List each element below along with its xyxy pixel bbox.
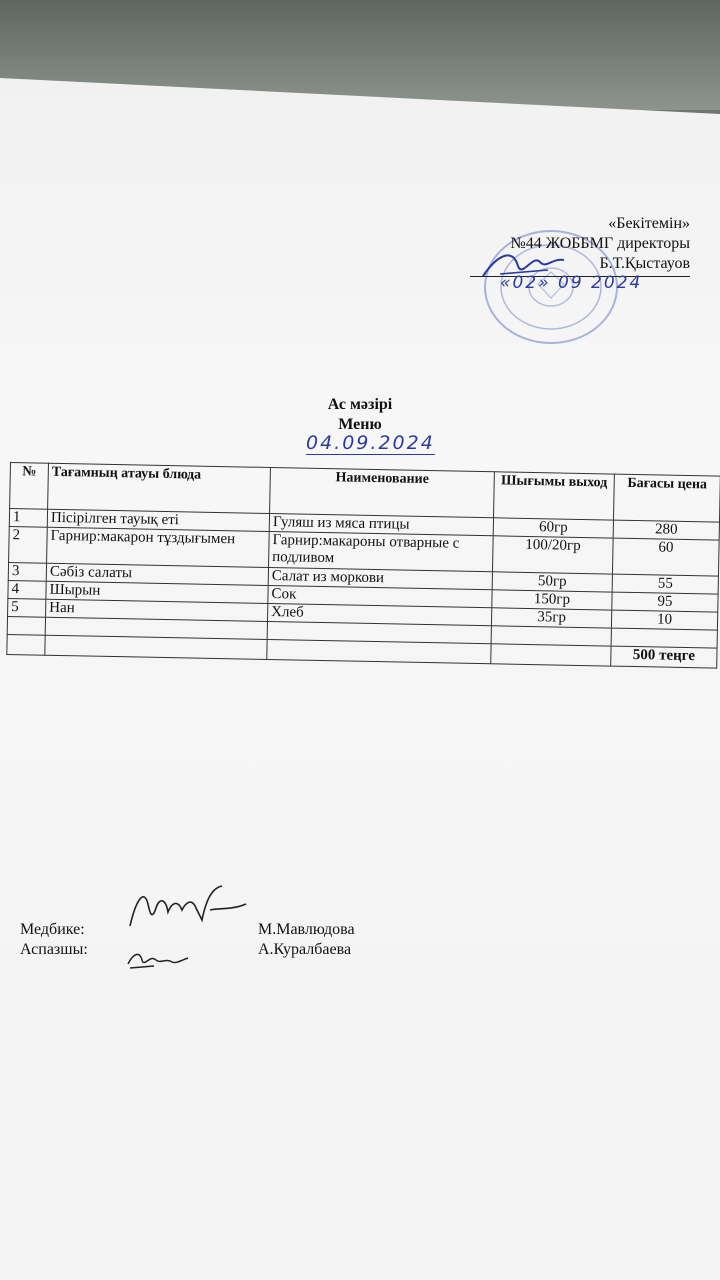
header-num: № xyxy=(10,463,49,510)
cell-yield: 60гр xyxy=(493,518,613,538)
menu-title-ru: Меню xyxy=(338,416,382,433)
cell-name-ru: Гуляш из мяса птицы xyxy=(269,513,493,535)
cell-empty xyxy=(267,639,491,663)
cell-name-kz: Гарнир:макарон тұздығымен xyxy=(47,527,270,567)
cell-name-kz: Сәбіз салаты xyxy=(46,563,268,585)
cell-name-ru: Хлеб xyxy=(267,603,491,625)
cook-name: А.Куралбаева xyxy=(258,941,352,958)
cell-price: 10 xyxy=(611,610,717,630)
cell-total: 500 теңге xyxy=(611,646,717,668)
cell-name-kz: Пісірілген тауық еті xyxy=(47,509,269,531)
cell-num: 2 xyxy=(9,526,48,563)
cell-num: 1 xyxy=(9,509,47,528)
cell-empty xyxy=(491,626,611,646)
cook-signature-icon xyxy=(124,946,194,974)
cell-price: 95 xyxy=(612,592,718,612)
approval-block xyxy=(470,214,690,277)
cell-price: 55 xyxy=(612,574,718,594)
approval-position: №44 ЖОББМГ директоры xyxy=(510,235,690,252)
cell-num: 4 xyxy=(8,580,46,599)
cell-empty xyxy=(611,628,717,648)
nurse-label: Медбике: xyxy=(20,921,85,938)
cook-label: Аспазшы: xyxy=(20,941,88,958)
cell-name-ru: Салат из моркови xyxy=(268,567,492,589)
nurse-name: М.Мавлюдова xyxy=(258,921,355,938)
cell-name-ru: Гарнир:макароны отварные с подливом xyxy=(269,531,494,571)
cell-price: 280 xyxy=(613,520,719,540)
cell-num: 3 xyxy=(8,562,46,581)
cell-name-kz: Нан xyxy=(46,599,268,621)
approval-director-name: Б.Т.Қыстауов xyxy=(470,254,690,277)
cell-yield: 50гр xyxy=(492,572,612,592)
cell-yield: 150гр xyxy=(492,590,612,610)
cell-price: 60 xyxy=(612,538,719,576)
cell-empty xyxy=(491,644,611,666)
cell-empty xyxy=(7,634,45,655)
approval-date: «02» 09 2024 xyxy=(500,273,643,293)
cell-empty xyxy=(45,635,267,659)
menu-table xyxy=(6,462,720,669)
cell-name-ru: Сок xyxy=(268,585,492,607)
header-price: Бағасы цена xyxy=(613,474,720,522)
header-name-ru: Наименование xyxy=(270,468,495,518)
cell-name-kz: Шырын xyxy=(46,581,268,603)
header-name-kz: Тағамның атауы блюда xyxy=(48,463,271,513)
menu-title-kz: Ас мәзірі xyxy=(327,396,393,413)
cell-empty xyxy=(7,616,45,635)
cell-yield: 100/20гр xyxy=(492,536,613,574)
cell-num: 5 xyxy=(8,598,46,617)
header-yield: Шығымы выход xyxy=(494,472,615,520)
nurse-signature-icon xyxy=(122,880,252,940)
cell-yield: 35гр xyxy=(491,608,611,628)
approval-heading: «Бекітемін» xyxy=(608,215,690,232)
menu-date: 04.09.2024 xyxy=(306,432,435,454)
